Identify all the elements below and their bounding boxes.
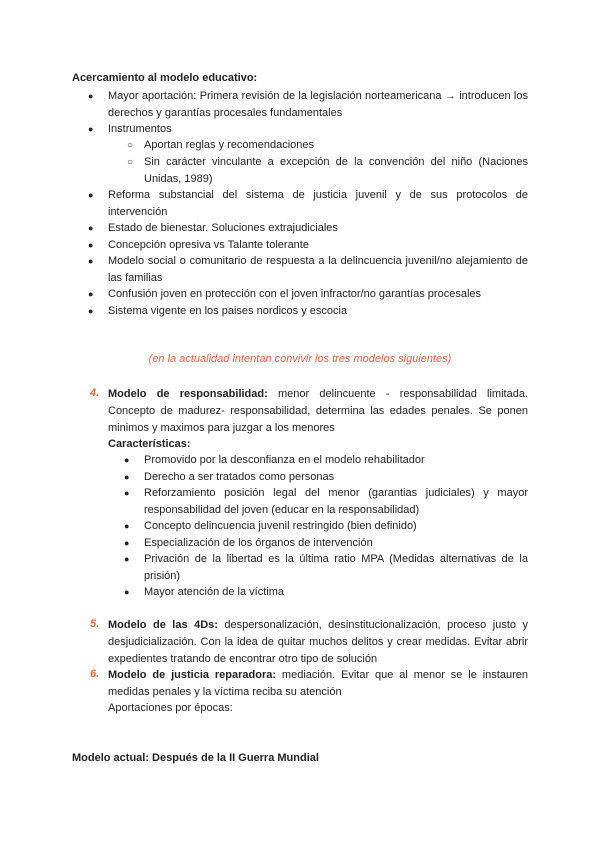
- bullet-icon: ●: [124, 488, 130, 498]
- bullet-icon: ●: [88, 190, 94, 200]
- bullet-icon: ●: [124, 455, 130, 465]
- italic-note: (en la actualidad intentan convivir los tres modelos siguientes): [148, 353, 452, 365]
- list-item: ● Concepción opresiva vs Talante tolerante: [108, 237, 528, 254]
- list-item: ● Instrumentos: [108, 121, 528, 138]
- model-6-title: Modelo de justicia reparadora:: [108, 669, 277, 681]
- model-6-paragraph: [108, 667, 528, 701]
- list-item: ● Estado de bienestar. Soluciones extrajudiciales: [108, 220, 528, 237]
- bullet-icon: ●: [88, 306, 94, 316]
- model-4-title: Modelo de responsabilidad:: [108, 388, 268, 400]
- bullet-icon: ●: [124, 472, 130, 482]
- list-item: ● Modelo social o comunitario de respuesta a la delincuencia juvenil/no alejamiento de las familias: [88, 255, 528, 284]
- model-4-text: menor delincuente - responsabilidad limitada. Concepto de madurez- responsabilidad, determina las edades penales. Se ponen minimos y maximos para juzgar a los menores: [108, 388, 529, 434]
- model-5-paragraph: [108, 617, 528, 668]
- list-item: ● Reforma substancial del sistema de justicia juvenil y de sus protocolos de intervención: [88, 189, 528, 218]
- bullet-icon: ●: [124, 538, 130, 548]
- feature-item: ● Privación de la libertad es la última ratio MPA (Medidas alternativas de la prisión): [124, 553, 528, 582]
- model-4-paragraph: [108, 386, 528, 437]
- feature-item: ● Mayor atención de la víctima: [144, 584, 528, 601]
- bullet-icon: ●: [124, 587, 130, 597]
- hollow-bullet-icon: ○: [127, 157, 134, 168]
- model-4-features-title: Características:: [108, 438, 191, 450]
- section-heading-current-model: Modelo actual: Después de la II Guerra Mundial: [72, 752, 319, 764]
- feature-item: ● Derecho a ser tratados como personas: [144, 469, 528, 486]
- bullet-icon: ●: [88, 91, 94, 101]
- model-5-title: Modelo de las 4Ds:: [108, 619, 218, 631]
- bullet-icon: ●: [124, 521, 130, 531]
- list-item: ● Sistema vigente en los paises nordicos y escocia: [108, 303, 528, 320]
- bullet-icon: ●: [124, 554, 130, 564]
- section-heading-educational-model: Acercamiento al modelo educativo:: [72, 72, 258, 84]
- feature-item: ● Reforzamiento posición legal del menor (garantias judiciales) y mayor responsabilidad del joven (educar en la responsabilidad): [124, 487, 528, 516]
- model-6-number: 6.: [90, 668, 100, 680]
- model-5-number: 5.: [90, 618, 100, 630]
- bullet-icon: ●: [88, 289, 94, 299]
- list-item: ● Mayor aportación: Primera revisión de la legislación norteamericana → introducen los derechos y garantías procesales fundamentales: [88, 90, 528, 119]
- feature-item: ● Especialización de los órganos de intervención: [144, 535, 528, 552]
- hollow-bullet-icon: ○: [127, 140, 134, 151]
- feature-item: ● Promovido por la desconfianza en el modelo rehabilitador: [144, 452, 528, 469]
- model-6-text: mediación. Evitar que al menor se le instauren medidas penales y la víctima reciba su atención: [108, 669, 528, 698]
- model-5-text: despersonalización, desinstitucionalización, proceso justo y desjudicialización. Con la idea de quitar muchos delitos y crear medidas. Evitar abrir expedientes tratando de encontrar otro tipo de solución: [108, 619, 528, 665]
- bullet-icon: ●: [88, 240, 94, 250]
- model-6-extra: Aportaciones por épocas:: [108, 702, 233, 714]
- sub-list-item: ○ Sin carácter vinculante a excepción de la convención del niño (Naciones Unidas, 1989): [127, 156, 528, 185]
- sub-list-item: ○ Aportan reglas y recomendaciones: [144, 137, 528, 154]
- bullet-icon: ●: [88, 124, 94, 134]
- model-4-number: 4.: [90, 387, 100, 399]
- bullet-icon: ●: [88, 256, 94, 266]
- bullet-icon: ●: [88, 223, 94, 233]
- feature-item: ● Concepto delincuencia juvenil restringido (bien definido): [144, 518, 528, 535]
- list-item: ● Confusión joven en protección con el joven infractor/no garantías procesales: [108, 286, 528, 303]
